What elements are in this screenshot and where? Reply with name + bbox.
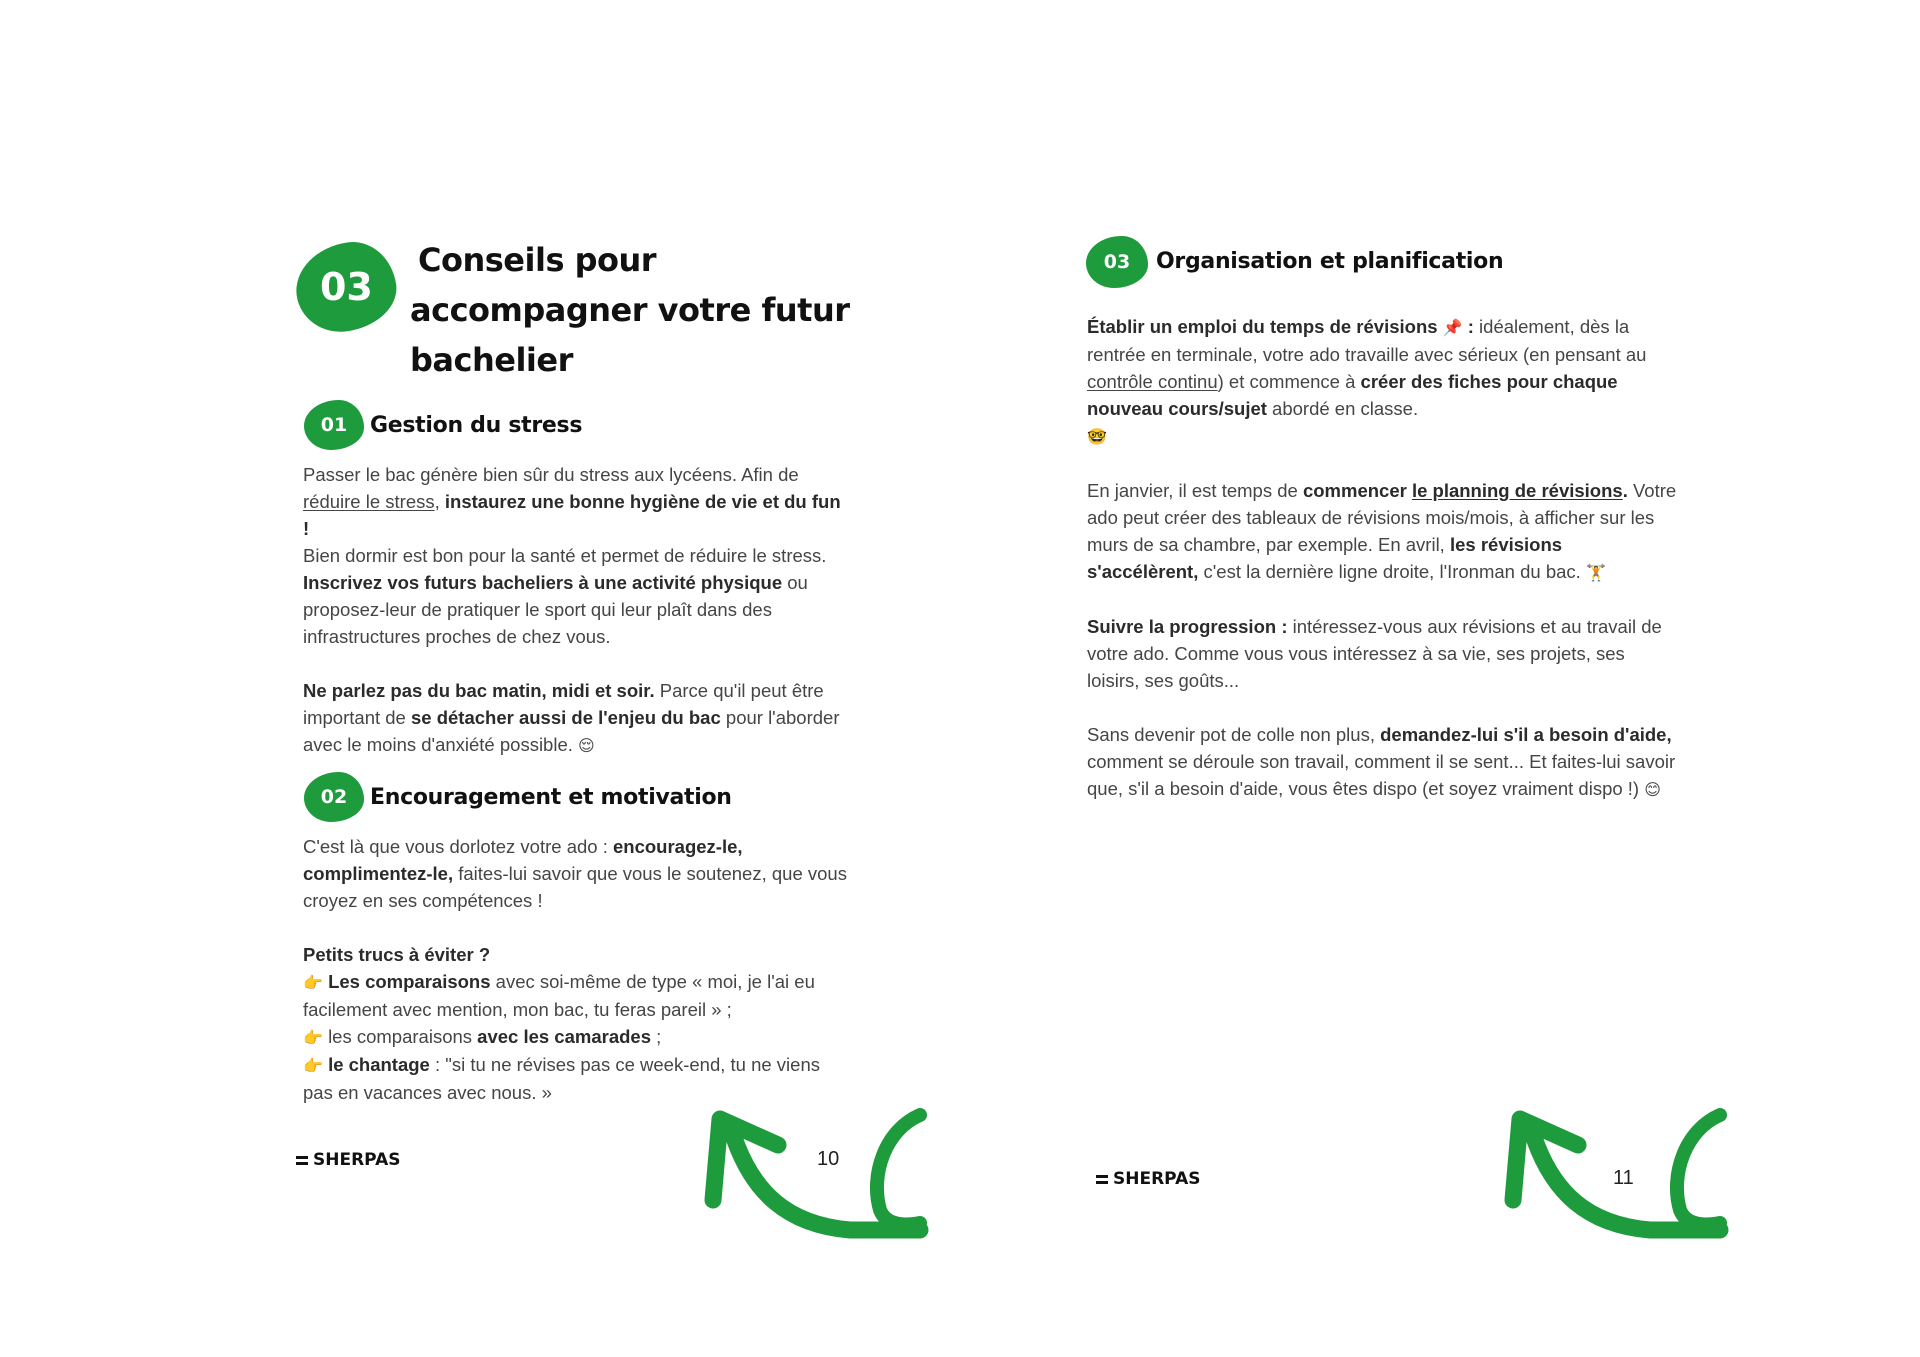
section-03-body	[1087, 313, 1677, 803]
relieved-face-icon: 😌	[578, 736, 595, 755]
revision-planning-link[interactable]: le planning de révisions	[1411, 480, 1623, 501]
tip-item: 👉 Les comparaisons avec soi-même de type « moi, je l'ai eu facilement avec mention, mon bac, tu feras pareil » ;	[303, 971, 815, 1020]
chapter-title-line-3: bachelier	[410, 341, 573, 379]
pointing-hand-icon: 👉	[303, 973, 323, 992]
page-11	[960, 0, 1920, 1357]
pointing-hand-icon: 👉	[303, 1056, 323, 1075]
tip-item: 👉 le chantage : "si tu ne révises pas ce week-end, tu ne viens pas en vacances avec nous. »	[303, 1054, 820, 1103]
chapter-title-line-2: accompagner votre futur	[410, 291, 850, 329]
planning-paragraph-3: Suivre la progression : intéressez-vous aux révisions et au travail de votre ado. Comme vous vous intéressez à sa vie, ses projets, ses loisirs, ses goûts...	[1087, 616, 1662, 691]
continuous-assessment-link[interactable]: contrôle continu	[1087, 371, 1218, 392]
page-number: 10	[817, 1148, 840, 1170]
page-number: 11	[1613, 1167, 1634, 1189]
section-03-badge: 03	[1086, 236, 1148, 288]
chapter-title-line-1: Conseils pour	[418, 241, 657, 279]
logo-bars-icon	[1096, 1175, 1108, 1184]
section-02-title: Encouragement et motivation	[370, 785, 732, 810]
green-arrow-icon	[700, 1105, 920, 1230]
smiling-face-icon: 😊	[1644, 780, 1661, 799]
chapter-title	[410, 235, 880, 385]
section-02-body	[303, 833, 853, 1106]
section-02-badge: 02	[304, 772, 364, 822]
logo-bars-icon	[296, 1156, 308, 1165]
section-01-badge: 01	[304, 400, 364, 450]
reduce-stress-link[interactable]: réduire le stress	[303, 491, 435, 512]
stress-paragraph-1: Passer le bac génère bien sûr du stress aux lycéens. Afin de réduire le stress, instaurez une bonne hygiène de vie et du fun !	[303, 464, 841, 539]
chapter-number-badge: 03	[290, 236, 401, 337]
nerd-face-icon: 🤓	[1087, 427, 1107, 446]
section-01-body	[303, 461, 848, 759]
stress-paragraph-3: Ne parlez pas du bac matin, midi et soir. Parce qu'il peut être important de se détacher aussi de l'enjeu du bac pour l'aborder avec le moins d'anxiété possible. 😌	[303, 680, 840, 755]
sherpas-logo: SHERPAS	[1096, 1169, 1200, 1189]
section-03-title: Organisation et planification	[1156, 249, 1504, 274]
tip-item: 👉 les comparaisons avec les camarades ;	[303, 1026, 662, 1047]
pointing-hand-icon: 👉	[303, 1028, 323, 1047]
sherpas-logo: SHERPAS	[296, 1150, 400, 1170]
stress-paragraph-2: Bien dormir est bon pour la santé et permet de réduire le stress. Inscrivez vos futurs bacheliers à une activité physique ou proposez-leur de pratiquer le sport qui leur plaît dans des infrastructures proches de chez vous.	[303, 545, 827, 647]
pushpin-icon: 📌	[1442, 318, 1463, 337]
green-arrow-icon	[1500, 1105, 1720, 1230]
motivation-paragraph-1: C'est là que vous dorlotez votre ado : encouragez-le, complimentez-le, faites-lui savoir que vous le soutenez, que vous croyez en ses compétences !	[303, 836, 847, 911]
weight-lifter-icon: 🏋	[1585, 563, 1606, 582]
tips-heading: Petits trucs à éviter ?	[303, 944, 491, 965]
planning-paragraph-4: Sans devenir pot de colle non plus, demandez-lui s'il a besoin d'aide, comment se déroule son travail, comment il se sent... Et faites-lui savoir que, s'il a besoin d'aide, vous êtes dispo (et soyez vraiment dispo !) 😊	[1087, 724, 1676, 799]
planning-paragraph-2: En janvier, il est temps de commencer le planning de révisions. Votre ado peut créer des tableaux de révisions mois/mois, à afficher sur les murs de sa chambre, par exemple. En avril, les révisions s'accélèrent, c'est la dernière ligne droite, l'Ironman du bac. 🏋	[1087, 480, 1677, 582]
section-01-title: Gestion du stress	[370, 413, 583, 438]
planning-paragraph-1: Établir un emploi du temps de révisions 📌 : idéalement, dès la rentrée en terminale, votre ado travaille avec sérieux (en pensant au contrôle continu) et commence à créer des fiches pour chaque nouveau cours/sujet abordé en classe. 🤓	[1087, 316, 1647, 446]
